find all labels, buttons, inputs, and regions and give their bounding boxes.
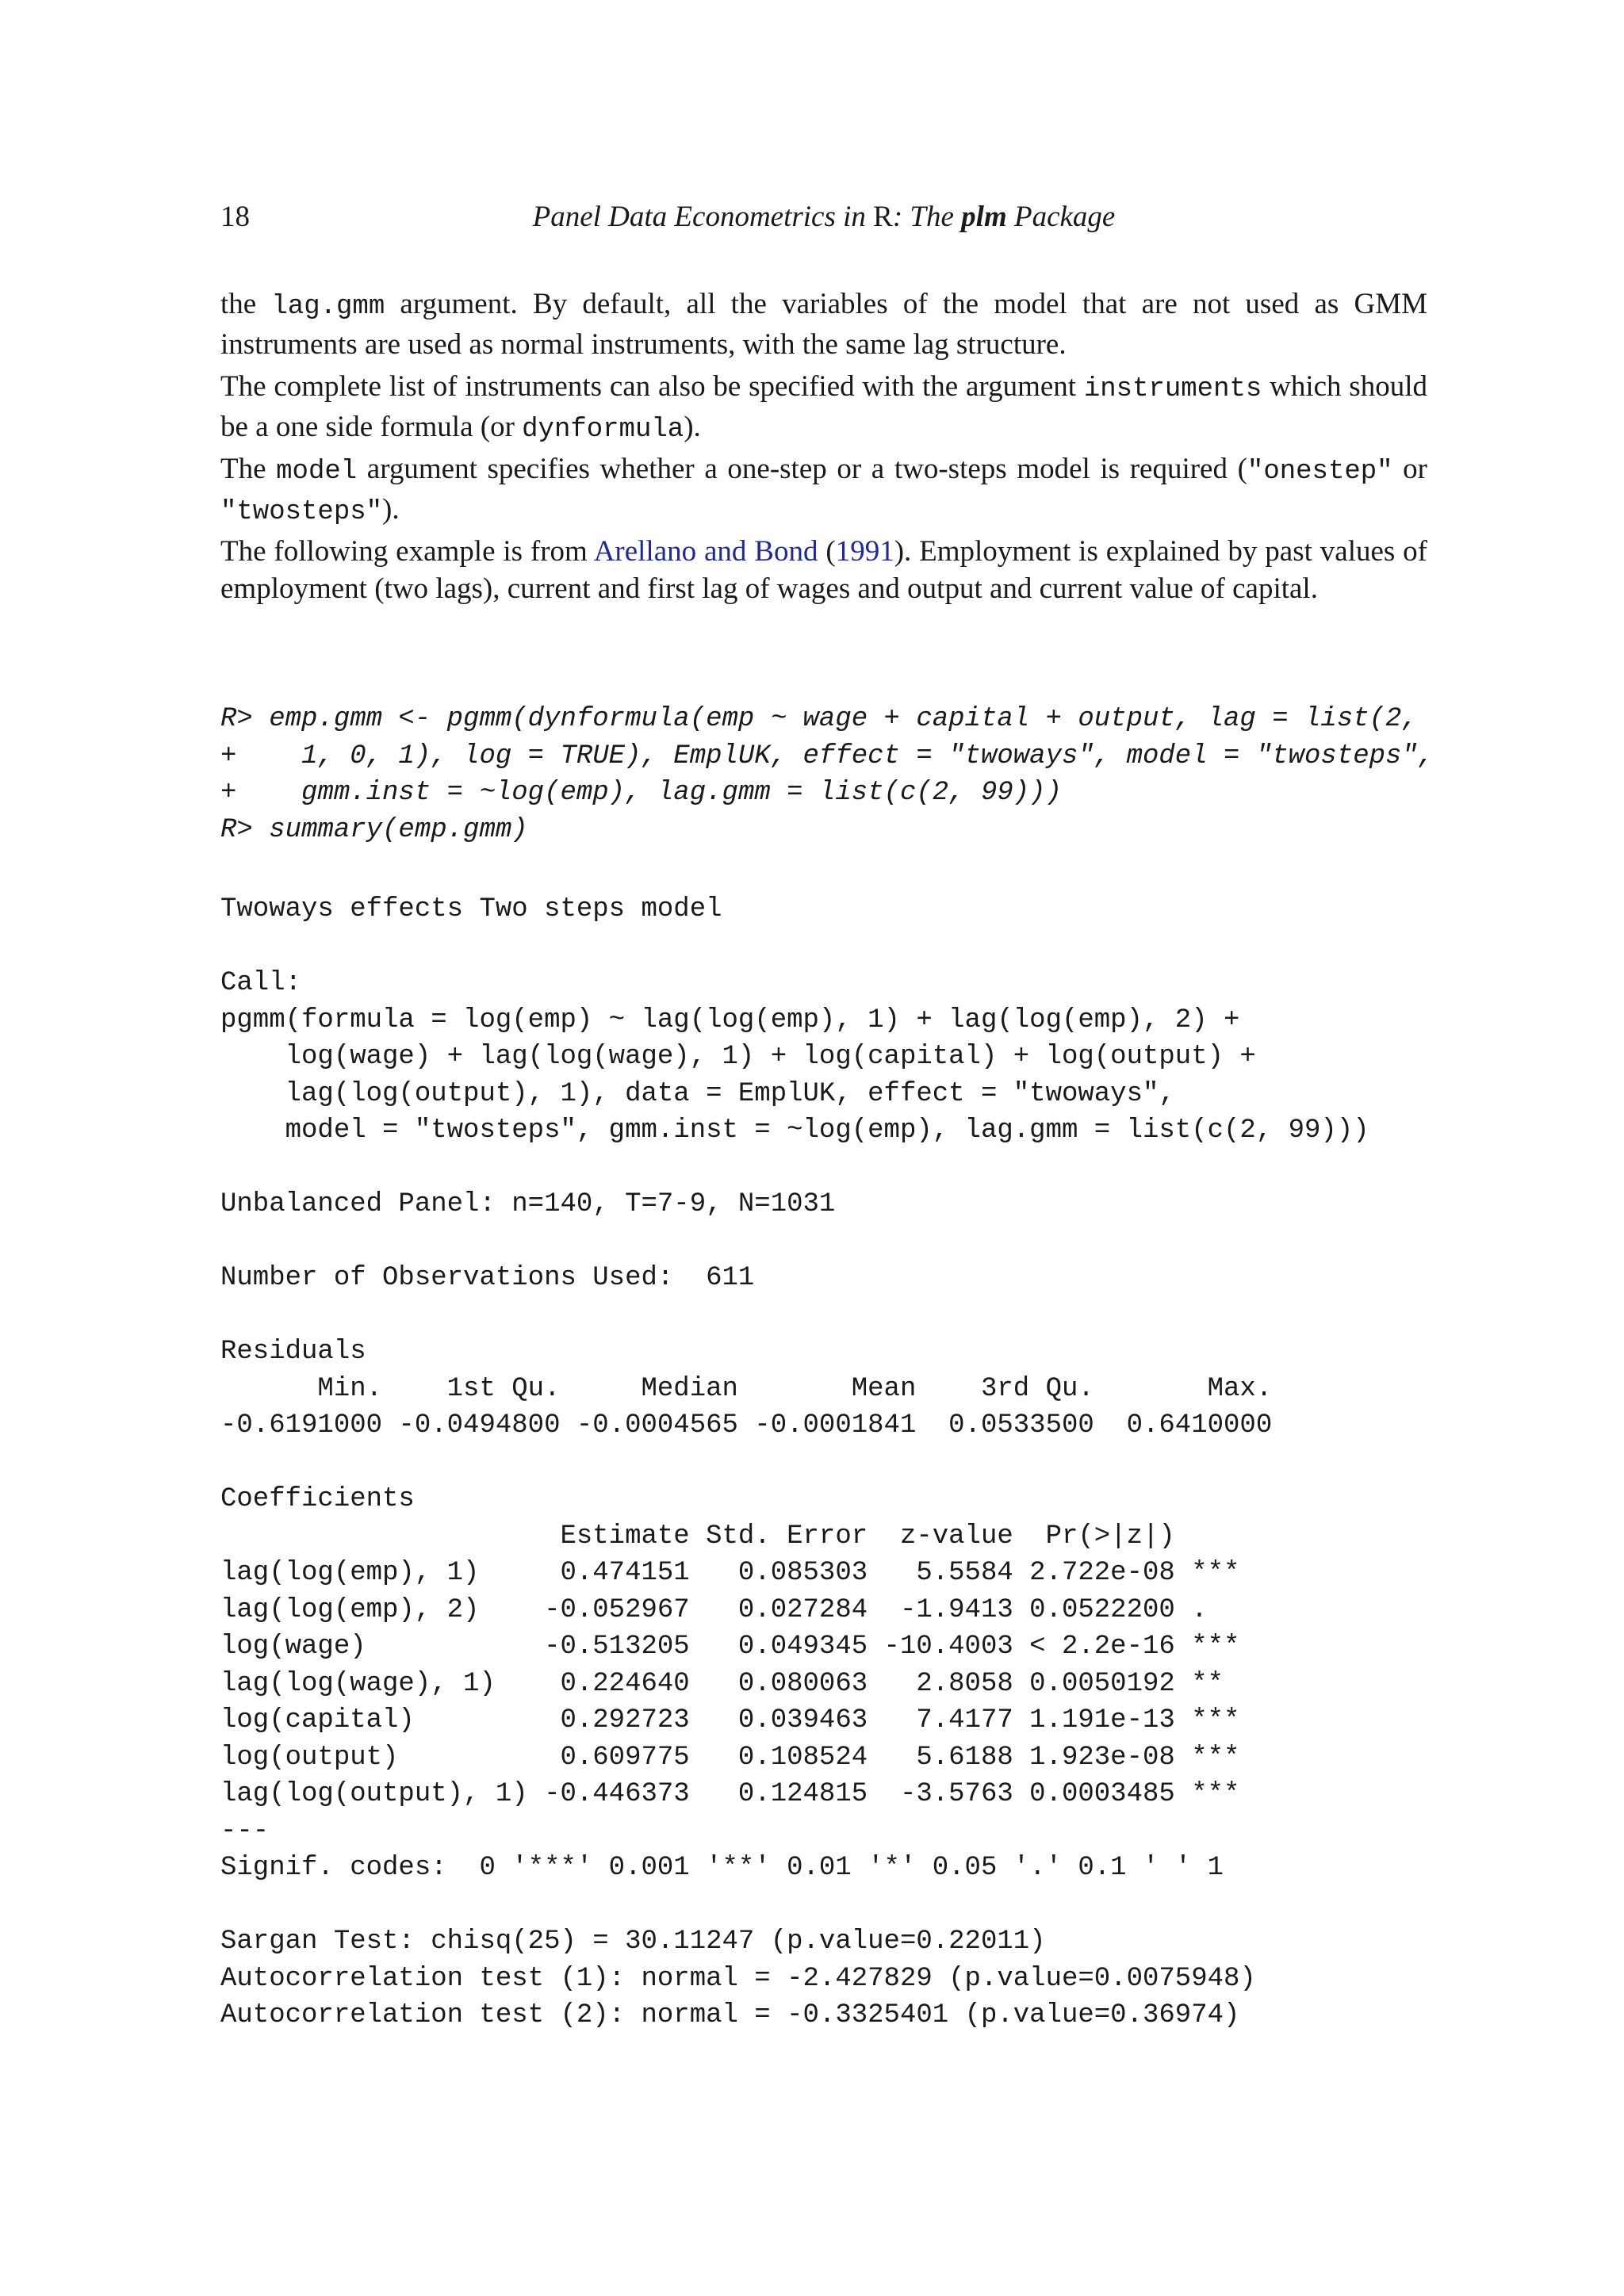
- inline-code: "twosteps": [220, 497, 383, 527]
- code-output-line: Twoways effects Two steps model: [220, 894, 722, 924]
- code-output-line: [220, 928, 1369, 966]
- code-output-line: pgmm(formula = log(emp) ~ lag(log(emp), 1) + lag(log(emp), 2) +: [220, 1004, 1240, 1035]
- code-output-line: [220, 1887, 1369, 1924]
- paragraph-instruments: The complete list of instruments can also be specified with the argument instruments which should be a one side formula (or dynformula).: [220, 370, 1427, 445]
- r-code-input: [220, 701, 1434, 848]
- running-title: Panel Data Econometrics in R: The plm Package: [532, 201, 1116, 233]
- citation-year-link[interactable]: 1991: [835, 535, 894, 568]
- code-output-line: Estimate Std. Error z-value Pr(>|z|): [220, 1521, 1240, 1552]
- code-output-line: lag(log(emp), 2) -0.052967 0.027284 -1.9413 0.0522200 .: [220, 1594, 1240, 1625]
- code-output-line: Signif. codes: 0 '***' 0.001 '**' 0.01 '*' 0.05 '.' 0.1 ' ' 1: [220, 1853, 1224, 1883]
- code-output-line: [220, 1223, 1369, 1261]
- inline-code: lag.gmm: [271, 292, 385, 322]
- code-output-line: log(capital) 0.292723 0.039463 7.4177 1.191e-13 ***: [220, 1705, 1240, 1735]
- citation-link[interactable]: Arellano and Bond: [593, 535, 818, 568]
- code-output-line: Min. 1st Qu. Median Mean 3rd Qu. Max.: [220, 1373, 1289, 1404]
- code-output-line: Autocorrelation test (1): normal = -2.427829 (p.value=0.0075948): [220, 1963, 1256, 1994]
- inline-code: "onestep": [1247, 457, 1393, 487]
- code-output-line: Coefficients: [220, 1484, 415, 1514]
- code-input-line: + gmm.inst = ~log(emp), lag.gmm = list(c(2, 99))): [220, 778, 1062, 808]
- code-output-line: lag(log(output), 1), data = EmplUK, effect = "twoways",: [220, 1078, 1175, 1109]
- code-output-line: [220, 1297, 1369, 1334]
- code-input-line: R> emp.gmm <- pgmm(dynformula(emp ~ wage + capital + output, lag = list(2,: [220, 704, 1418, 734]
- code-output-line: -0.6191000 -0.0494800 -0.0004565 -0.0001841 0.0533500 0.6410000: [220, 1410, 1289, 1441]
- paragraph-model-argument: The model argument specifies whether a one-step or a two-steps model is required ("onestep" or "twosteps").: [220, 453, 1428, 527]
- r-language-name: R: [873, 201, 893, 233]
- code-output-line: Call:: [220, 968, 302, 998]
- code-output-line: [220, 1445, 1369, 1482]
- code-output-line: lag(log(output), 1) -0.446373 0.124815 -3.5763 0.0003485 ***: [220, 1779, 1240, 1809]
- code-output-line: Unbalanced Panel: n=140, T=7-9, N=1031: [220, 1189, 836, 1219]
- package-name: plm: [961, 201, 1007, 233]
- code-output-line: Sargan Test: chisq(25) = 30.11247 (p.value=0.22011): [220, 1927, 1046, 1957]
- page-header: [220, 200, 1427, 239]
- code-output-line: Residuals: [220, 1337, 366, 1367]
- code-output-line: Autocorrelation test (2): normal = -0.3325401 (p.value=0.36974): [220, 2000, 1240, 2030]
- code-output-line: ---: [220, 1816, 270, 1846]
- code-output-line: log(output) 0.609775 0.108524 5.6188 1.923e-08 ***: [220, 1742, 1240, 1773]
- inline-code: instruments: [1083, 374, 1262, 404]
- code-output-line: lag(log(emp), 1) 0.474151 0.085303 5.5584 2.722e-08 ***: [220, 1558, 1240, 1588]
- code-input-line: R> summary(emp.gmm): [220, 814, 528, 845]
- inline-code: dynformula: [522, 415, 684, 445]
- paragraph-example-intro: The following example is from Arellano and Bond (1991). Employment is explained by past values of employment (two lags), current and first lag of wages and output and current value of capital.: [220, 535, 1428, 605]
- code-output-line: lag(log(wage), 1) 0.224640 0.080063 2.8058 0.0050192 **: [220, 1668, 1240, 1699]
- paragraph-lag-gmm: the lag.gmm argument. By default, all the variables of the model that are not used as GMM instruments are used as normal instruments, with the same lag structure.: [220, 288, 1427, 361]
- r-code-output: [220, 891, 1369, 2034]
- code-output-line: Number of Observations Used: 611: [220, 1263, 755, 1293]
- page-number: 18: [220, 201, 250, 233]
- code-input-line: + 1, 0, 1), log = TRUE), EmplUK, effect = "twoways", model = "twosteps",: [220, 740, 1434, 771]
- inline-code: model: [276, 457, 358, 487]
- code-output-line: model = "twosteps", gmm.inst = ~log(emp), lag.gmm = list(c(2, 99))): [220, 1115, 1369, 1146]
- code-output-line: [220, 1150, 1369, 1187]
- code-output-line: log(wage) -0.513205 0.049345 -10.4003 < 2.2e-16 ***: [220, 1632, 1240, 1662]
- code-output-line: log(wage) + lag(log(wage), 1) + log(capital) + log(output) +: [220, 1042, 1256, 1072]
